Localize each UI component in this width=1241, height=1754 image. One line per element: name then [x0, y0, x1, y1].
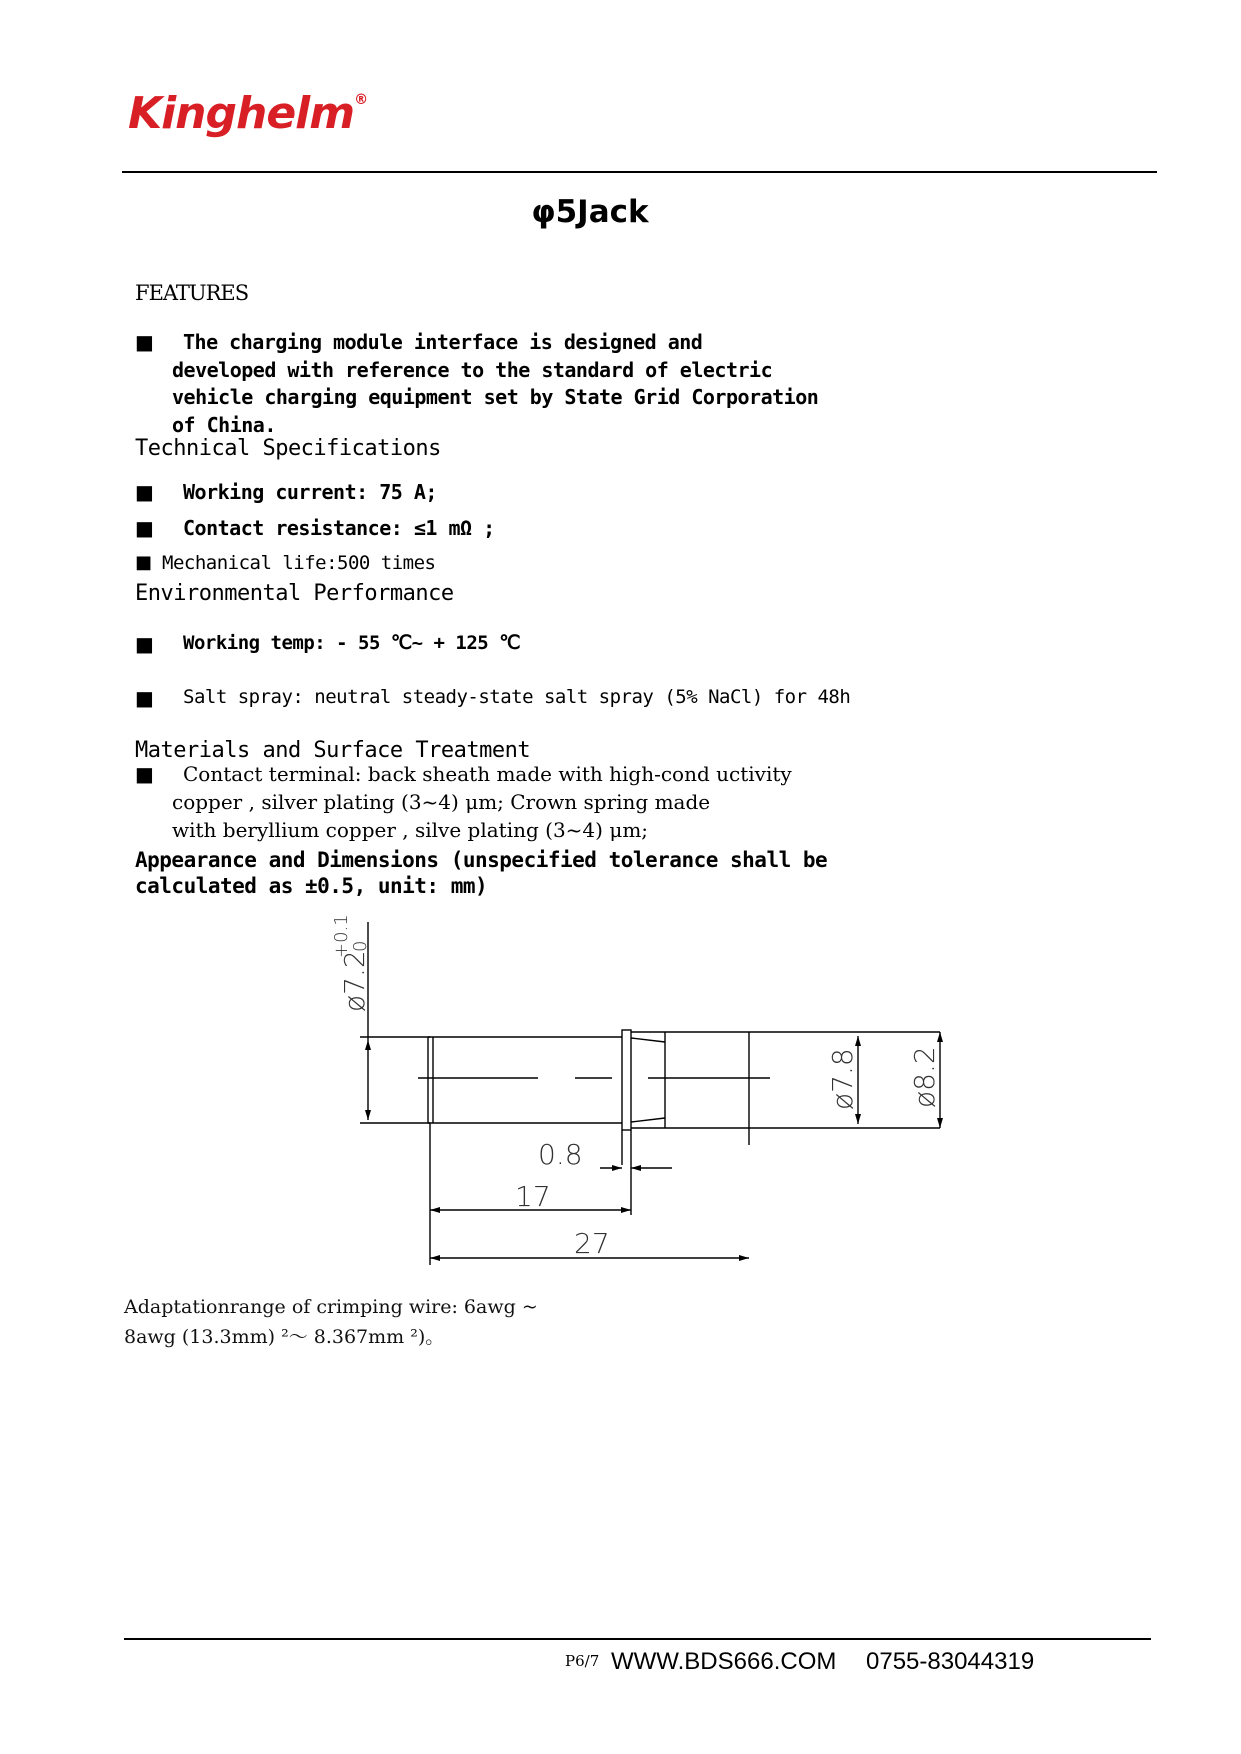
- features-line-4: of China.: [172, 413, 276, 437]
- footer-rule: [124, 1638, 1151, 1640]
- footer-phone: 0755-83044319: [866, 1648, 1035, 1675]
- env-bullet-1: ■: [135, 632, 154, 656]
- features-line-3: vehicle charging equipment set by State Grid Corporation: [172, 385, 819, 409]
- materials-line-2: copper , silver plating (3~4) μm; Crown spring made: [172, 790, 711, 814]
- tech-bullet-3: ■: [135, 552, 153, 573]
- features-bullet: ■: [135, 330, 154, 354]
- outer-diameter-label: ø8.2: [908, 1046, 941, 1108]
- tech-item-mechanical-life: Mechanical life:500 times: [162, 552, 436, 574]
- env-bullet-2: ■: [135, 686, 154, 710]
- tech-specs-heading: Technical Specifications: [135, 436, 441, 461]
- environmental-heading: Environmental Performance: [135, 581, 454, 606]
- collar-position-label: 17: [515, 1180, 551, 1213]
- head-inner-taper-top: [631, 1038, 665, 1042]
- materials-line-1: Contact terminal: back sheath made with high-cond uctivity: [183, 762, 792, 786]
- collar: [622, 1030, 631, 1130]
- document-title: φ5Jack: [531, 194, 649, 230]
- env-item-salt-spray: Salt spray: neutral steady-state salt spray (5% NaCl) for 48h: [183, 686, 851, 708]
- crimping-note-line-2: 8awg (13.3mm) ²～ 8.367mm ²)。: [124, 1326, 445, 1348]
- collar-length-label: 0.8: [538, 1138, 583, 1171]
- page-number: P6/7: [565, 1652, 600, 1670]
- left-tolerance-lower: 0: [350, 940, 371, 952]
- total-length-label: 27: [574, 1227, 610, 1260]
- tech-bullet-1: ■: [135, 480, 154, 504]
- inner-diameter-label: ø7.8: [826, 1048, 859, 1110]
- registered-mark: ®: [354, 92, 368, 108]
- env-item-working-temp: Working temp: - 55 ℃~ + 125 ℃: [183, 632, 521, 654]
- tech-item-working-current: Working current: 75 A;: [183, 480, 437, 504]
- left-diameter-label: ø7.2: [338, 950, 371, 1012]
- materials-line-3: with beryllium copper , silve plating (3~4) μm;: [172, 818, 649, 842]
- materials-bullet: ■: [135, 762, 154, 786]
- features-line-1: The charging module interface is designed and: [183, 330, 703, 354]
- logo-text: Kinghelm: [128, 88, 355, 139]
- tech-item-contact-resistance: Contact resistance: ≤1 mΩ ;: [183, 516, 495, 540]
- materials-heading: Materials and Surface Treatment: [135, 738, 531, 763]
- features-heading: FEATURES: [135, 281, 249, 305]
- tech-bullet-2: ■: [135, 516, 154, 540]
- appearance-heading-line-2: calculated as ±0.5, unit: mm): [135, 874, 488, 898]
- crimping-note-line-1: Adaptationrange of crimping wire: 6awg ~: [124, 1296, 538, 1318]
- appearance-heading-line-1: Appearance and Dimensions (unspecified tolerance shall be: [135, 848, 828, 872]
- left-tolerance-upper: +0.1: [331, 914, 352, 958]
- head-inner-taper-bottom: [631, 1118, 665, 1122]
- features-line-2: developed with reference to the standard of electric: [172, 358, 773, 382]
- footer-website: WWW.BDS666.COM: [611, 1648, 837, 1675]
